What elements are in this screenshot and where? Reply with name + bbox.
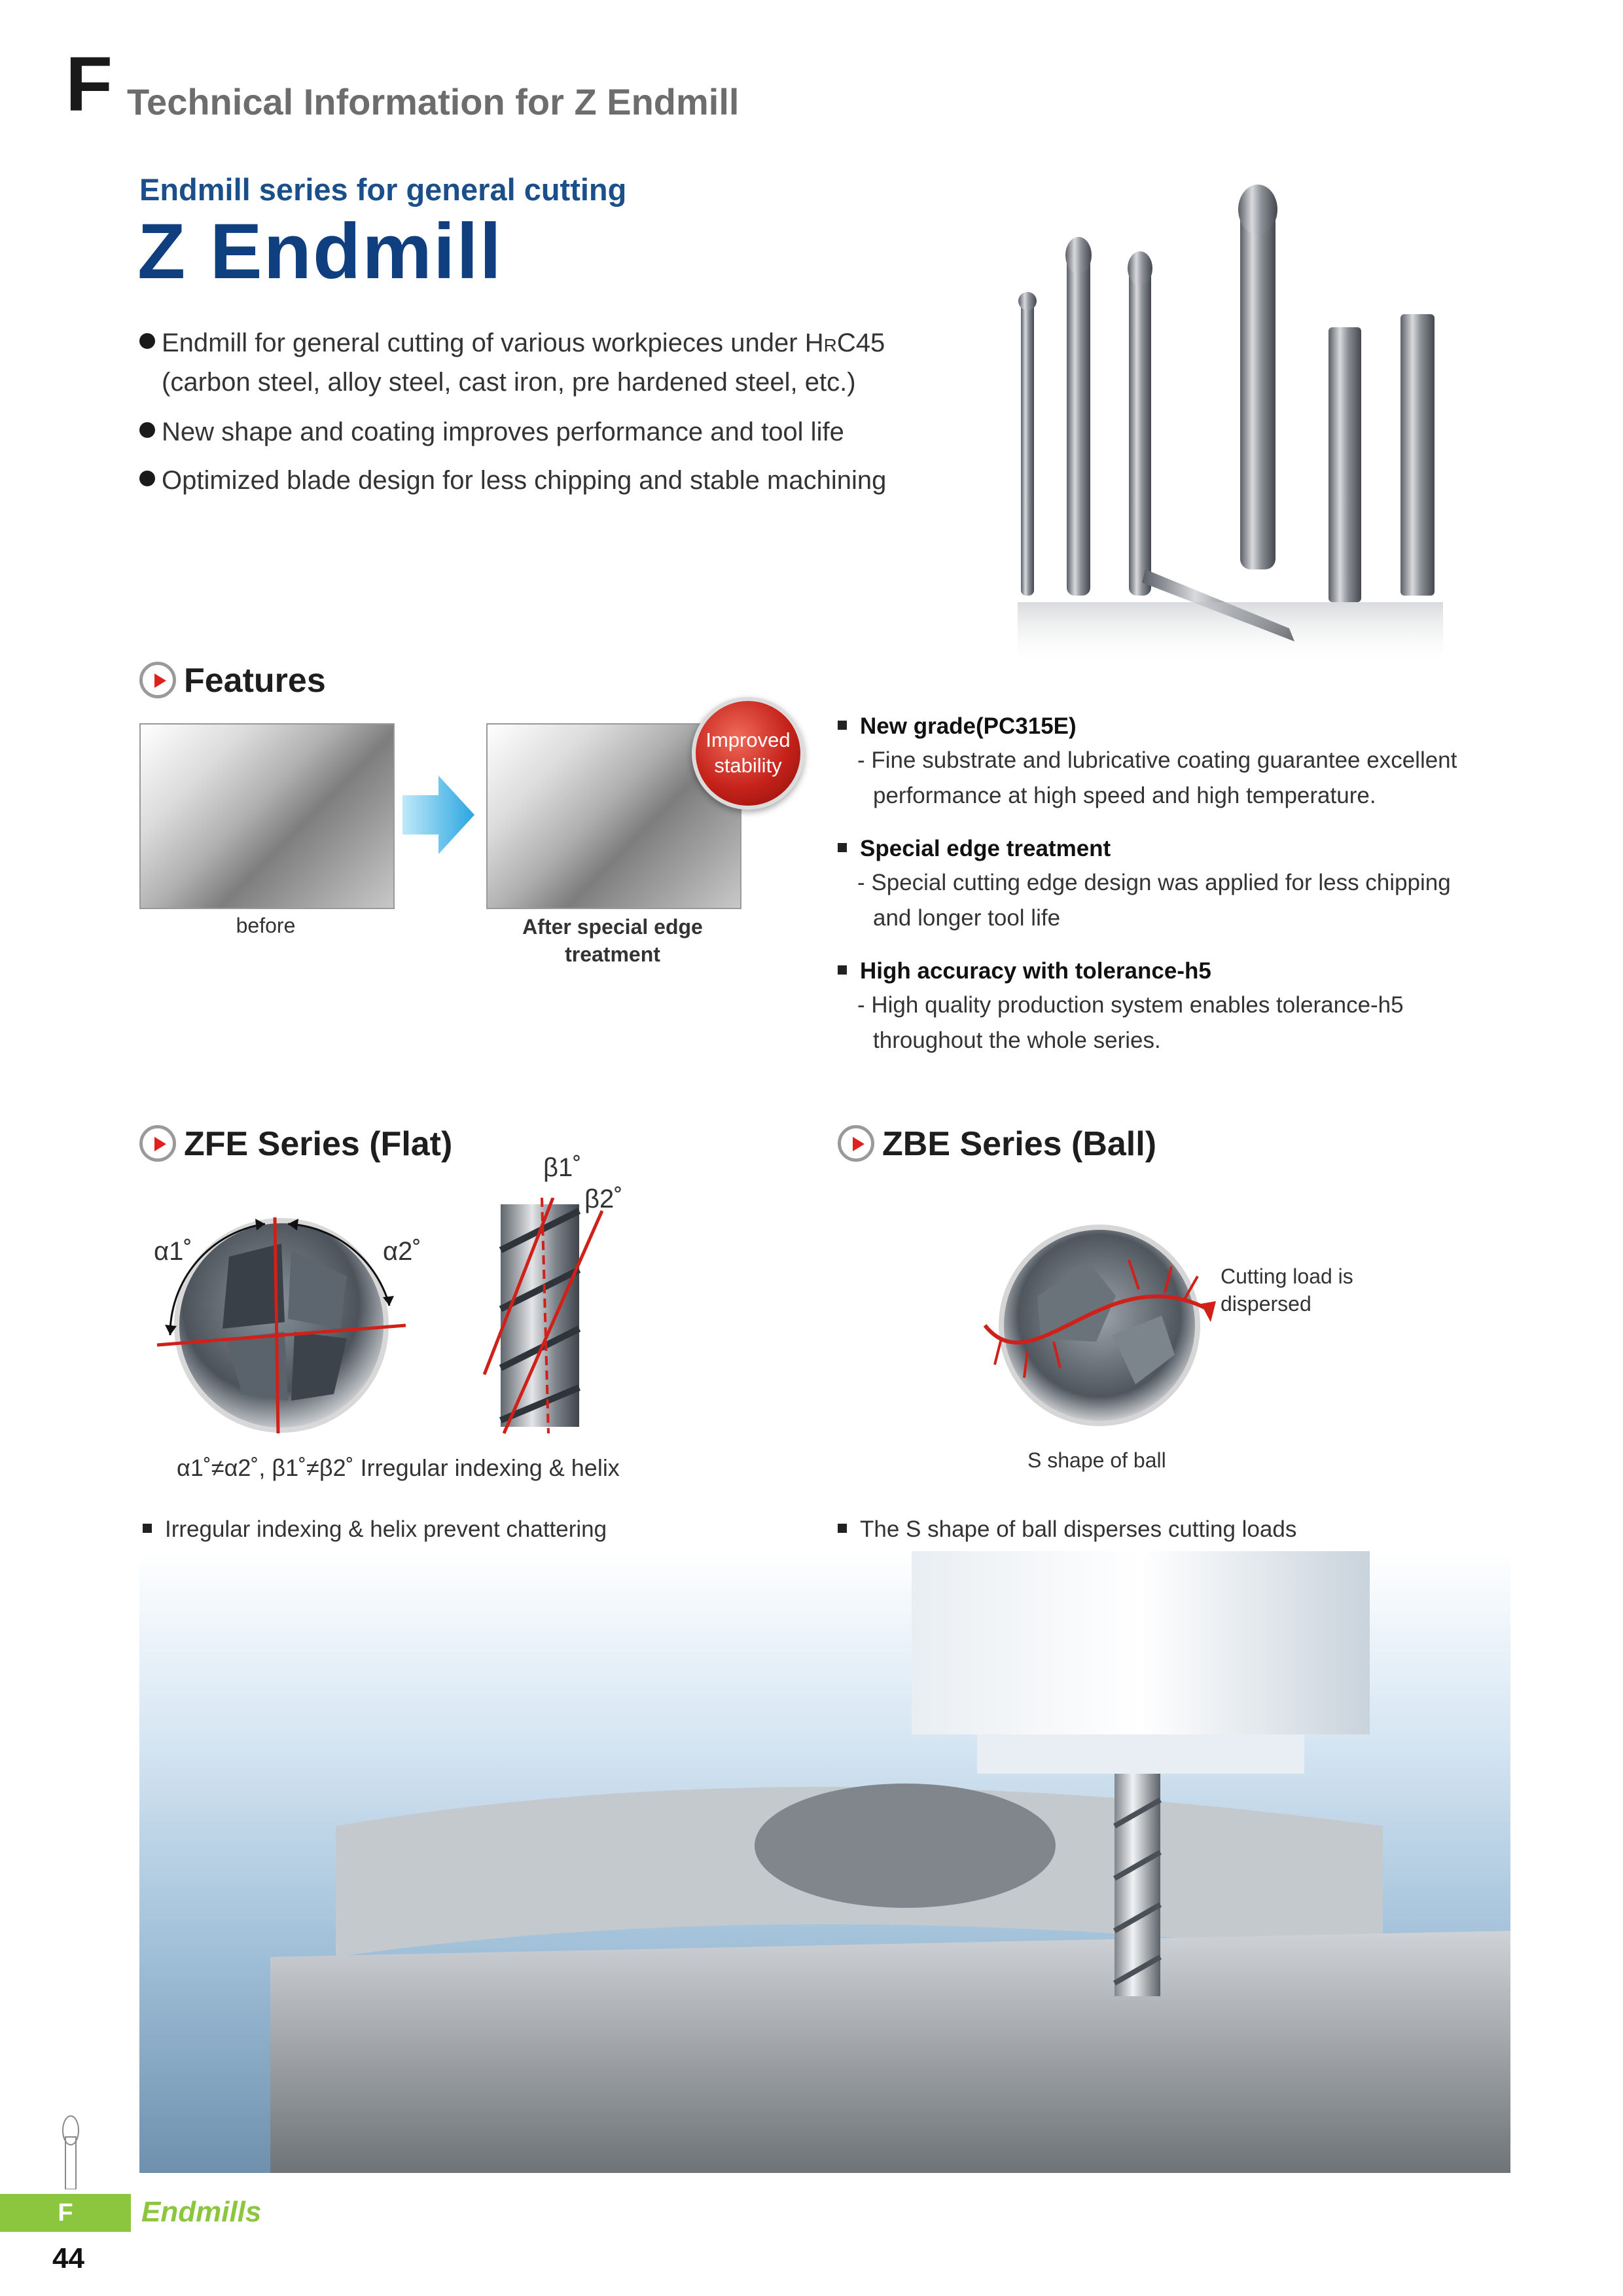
endmill-icon [58,2111,84,2189]
page-title: Technical Information for Z Endmill [127,81,740,122]
square-bullet-icon [838,1524,847,1533]
intro-bullet-2: New shape and coating improves performance and tool life [139,416,844,448]
feature-title-edge: Special edge treatment [838,836,1111,862]
square-bullet-icon [838,965,847,975]
endmill-products-photo [982,177,1492,674]
zbe-heading: ZBE Series (Ball) [838,1124,1156,1164]
square-bullet-icon [838,843,847,852]
after-caption: After special edge treatment [522,915,703,966]
zfe-heading: ZFE Series (Flat) [139,1124,452,1164]
square-bullet-icon [143,1524,152,1533]
play-circle-icon [139,662,176,698]
bullet-icon [139,422,155,438]
footer-section-name: Endmills [141,2196,262,2228]
improved-stability-badge: Improved stability [692,697,804,810]
zfe-end-view-diagram [151,1198,425,1446]
zbe-bullets: The S shape of ball disperses cutting loads [838,1512,1296,1583]
features-heading: Features [139,661,326,700]
square-bullet-icon [838,721,847,730]
beta1-label: β1˚ [543,1153,582,1182]
zbe-caption: S shape of ball [1027,1448,1166,1472]
feature-title-tolerance: High accuracy with tolerance-h5 [838,958,1211,984]
feature-text-grade: - Fine substrate and lubricative coating guarantee excellent performance at high speed and high temperature. [857,747,1457,809]
zbe-ball-diagram [975,1217,1237,1433]
product-title: Z Endmill [137,207,503,295]
before-caption: before [236,914,296,937]
zfe-bullet: Irregular indexing & helix prevent chattering [143,1512,607,1583]
load-dispersed-label: Cutting load is dispersed [1221,1265,1353,1316]
page-number: 44 [52,2242,84,2274]
play-circle-icon [139,1125,176,1162]
arrow-right-icon [402,776,474,854]
footer-section-tab: F [0,2194,131,2232]
machining-photo [139,1551,1510,2173]
bullet-icon [139,471,155,486]
zfe-formula: α1˚≠α2˚, β1˚≠β2˚ Irregular indexing & helix [177,1454,620,1481]
section-letter: F [65,41,113,128]
intro-bullet-1-cont: (carbon steel, alloy steel, cast iron, pre hardened steel, etc.) [162,368,856,397]
zfe-side-view-diagram [471,1198,628,1440]
intro-bullet-3: Optimized blade design for less chipping and stable machining [139,465,886,496]
play-circle-icon [838,1125,874,1162]
bullet-icon [139,333,155,349]
alpha1-label: α1˚ [154,1237,192,1266]
beta2-label: β2˚ [584,1185,623,1213]
feature-text-tolerance: - High quality production system enables tolerance-h5 throughout the whole series. [857,992,1404,1054]
feature-title-grade: New grade(PC315E) [838,713,1077,740]
before-micrograph [139,723,395,909]
feature-text-edge: - Special cutting edge design was applied for less chipping and longer tool life [857,870,1451,931]
series-subtitle: Endmill series for general cutting [139,172,627,207]
intro-bullet-1: Endmill for general cutting of various workpieces under HRC45 [139,327,885,359]
alpha2-label: α2˚ [383,1237,421,1266]
